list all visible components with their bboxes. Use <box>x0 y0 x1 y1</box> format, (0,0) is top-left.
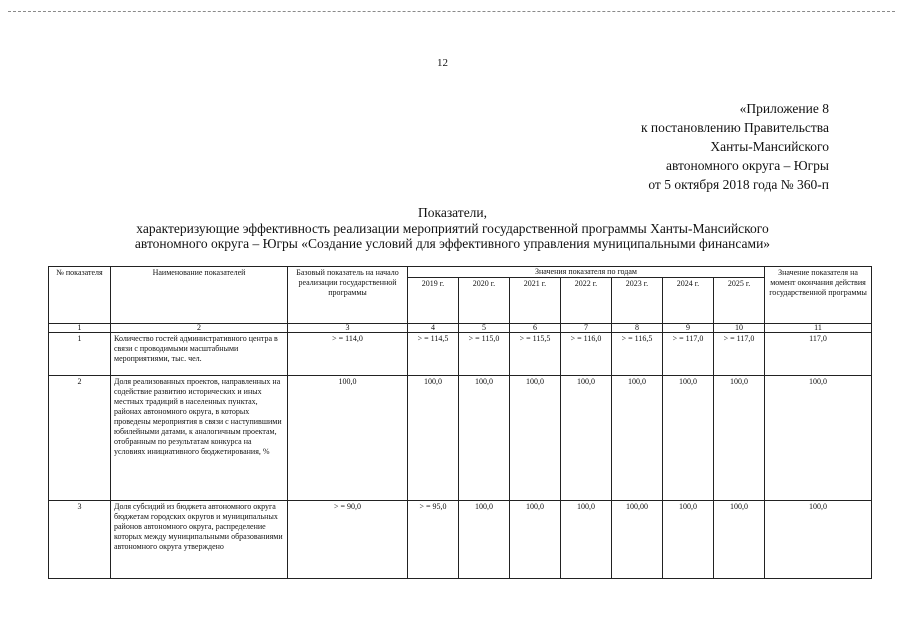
column-number: 4 <box>408 324 459 333</box>
row-value: 100,00 <box>612 501 663 579</box>
header-year: 2023 г. <box>612 278 663 324</box>
table-row <box>49 501 872 579</box>
column-number: 11 <box>765 324 872 333</box>
column-number: 5 <box>459 324 510 333</box>
row-value: > = 115,5 <box>510 333 561 376</box>
header-year: 2019 г. <box>408 278 459 324</box>
document-title <box>0 205 905 252</box>
row-base: > = 90,0 <box>288 501 408 579</box>
indicators-table <box>48 266 872 579</box>
row-value: 100,0 <box>408 376 459 501</box>
row-final: 100,0 <box>765 376 872 501</box>
column-number: 6 <box>510 324 561 333</box>
row-value: > = 95,0 <box>408 501 459 579</box>
appendix-line: Ханты-Мансийского <box>710 139 829 154</box>
appendix-line: от 5 октября 2018 года № 360-п <box>648 177 829 192</box>
title-line: Показатели, <box>417 205 488 220</box>
row-value: > = 117,0 <box>663 333 714 376</box>
row-value: > = 116,0 <box>561 333 612 376</box>
row-base: 100,0 <box>288 376 408 501</box>
header-years-group: Значения показателя по годам <box>408 267 765 278</box>
row-num: 3 <box>49 501 111 579</box>
table-row <box>49 333 872 376</box>
row-value: 100,0 <box>561 376 612 501</box>
header-year: 2021 г. <box>510 278 561 324</box>
title-line: характеризующие эффективность реализации мероприятий государственной программы Ханты-Мансийского <box>136 220 769 236</box>
page-number: 12 <box>437 57 448 69</box>
column-number-row <box>49 324 872 333</box>
row-value: 100,0 <box>663 501 714 579</box>
row-value: > = 117,0 <box>714 333 765 376</box>
header-year: 2022 г. <box>561 278 612 324</box>
column-number: 8 <box>612 324 663 333</box>
row-value: 100,0 <box>612 376 663 501</box>
row-value: 100,0 <box>510 376 561 501</box>
row-value: > = 114,5 <box>408 333 459 376</box>
header-num: № показателя <box>49 267 111 324</box>
row-final: 100,0 <box>765 501 872 579</box>
row-name: Доля реализованных проектов, направленных на содействие развитию исторических и иных местных традиций в населенных пунктах, районах автономного округа, в которых проведены мероприятия в связи с наступившими юбилейными датами, к аналогичным проектам, отобранным по результатам конкурса на условиях инициативного бюджетирования, % <box>111 376 288 501</box>
header-final: Значение показателя на момент окончания действия государственной программы <box>765 267 872 324</box>
row-name: Количество гостей административного центра в связи с проводимыми масштабными мероприятиями, тыс. чел. <box>111 333 288 376</box>
top-scan-line <box>8 11 895 12</box>
appendix-line: автономного округа – Югры <box>666 158 829 173</box>
row-num: 2 <box>49 376 111 501</box>
row-value: > = 116,5 <box>612 333 663 376</box>
header-name: Наименование показателей <box>111 267 288 324</box>
column-number: 9 <box>663 324 714 333</box>
header-year: 2024 г. <box>663 278 714 324</box>
row-value: 100,0 <box>714 376 765 501</box>
column-number: 10 <box>714 324 765 333</box>
title-line: автономного округа – Югры «Создание условий для эффективного управления муниципальными финансами» <box>134 236 771 251</box>
row-value: 100,0 <box>561 501 612 579</box>
header-base: Базовый показатель на начало реализации государственной программы <box>288 267 408 324</box>
header-year: 2020 г. <box>459 278 510 324</box>
row-base: > = 114,0 <box>288 333 408 376</box>
appendix-line: к постановлению Правительства <box>640 120 829 135</box>
row-num: 1 <box>49 333 111 376</box>
column-number: 2 <box>111 324 288 333</box>
column-number: 1 <box>49 324 111 333</box>
appendix-header <box>641 99 829 194</box>
row-value: 100,0 <box>459 376 510 501</box>
row-final: 117,0 <box>765 333 872 376</box>
header-year: 2025 г. <box>714 278 765 324</box>
appendix-line: «Приложение 8 <box>739 101 829 116</box>
column-number: 7 <box>561 324 612 333</box>
row-value: 100,0 <box>714 501 765 579</box>
table-row <box>49 376 872 501</box>
row-value: 100,0 <box>510 501 561 579</box>
column-number: 3 <box>288 324 408 333</box>
row-value: 100,0 <box>663 376 714 501</box>
row-name: Доля субсидий из бюджета автономного округа бюджетам городских округов и муниципальных районов автономного округа, распределение которых между муниципальными образованиями автономного округа утверждено <box>111 501 288 579</box>
row-value: > = 115,0 <box>459 333 510 376</box>
row-value: 100,0 <box>459 501 510 579</box>
